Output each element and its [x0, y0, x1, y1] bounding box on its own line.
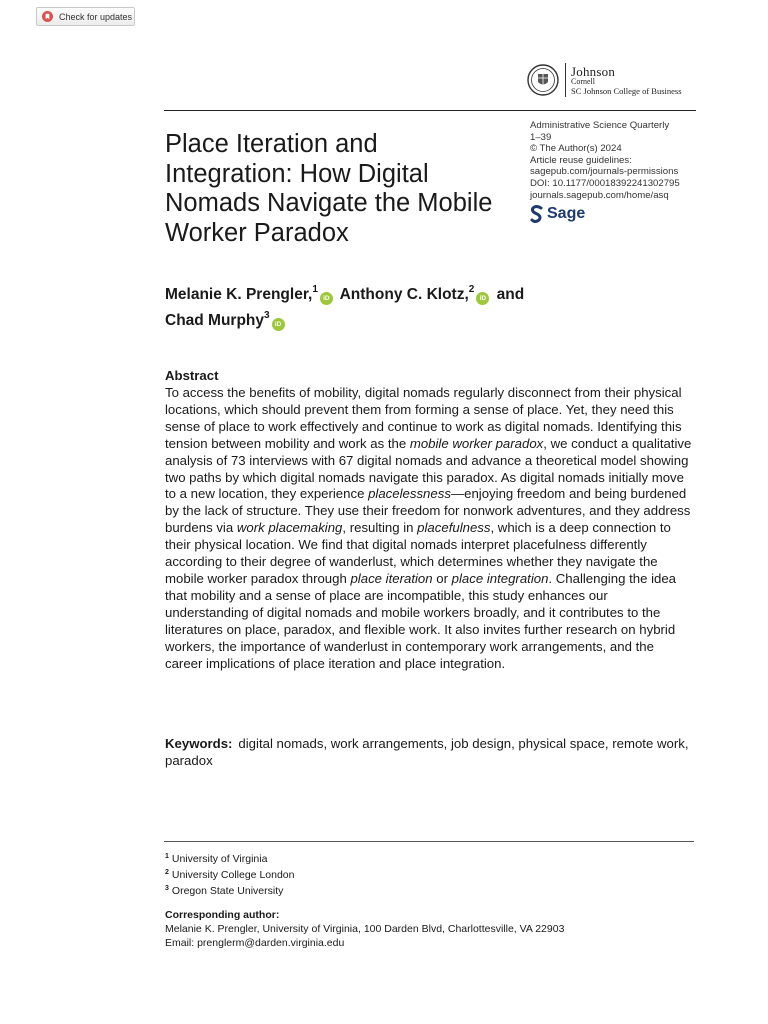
abstract-italic-term: work placemaking: [236, 520, 343, 536]
abstract-italic-term: placelessness: [368, 486, 451, 502]
affiliation-text: University College London: [171, 869, 295, 881]
copyright: © The Author(s) 2024: [530, 143, 622, 155]
orcid-icon[interactable]: iD: [320, 292, 333, 305]
affiliation-sup: 1: [165, 853, 169, 860]
affiliation-item: [165, 850, 294, 866]
author-affil-sup: 3: [264, 310, 270, 321]
abstract-italic-term: place iteration: [350, 570, 433, 586]
logo-cornell: Cornell: [571, 77, 595, 87]
sage-wordmark: Sage: [547, 205, 586, 222]
cornell-seal-icon: [527, 64, 559, 96]
logo-divider: [565, 63, 566, 97]
reuse-label: Article reuse guidelines:: [530, 154, 632, 166]
abstract-text: , which is a deep connection to their physical location. We find that digital nomads interpret placefulness differently according to their degree of wanderlust, which determines whether they navigate the mobile worker paradox through: [165, 520, 671, 586]
article-title: Place Iteration and Integration: How Digital Nomads Navigate the Mobile Worker Paradox: [165, 130, 493, 247]
affiliation-item: [165, 882, 294, 898]
affiliation-sup: 3: [165, 885, 169, 892]
abstract-text: —enjoying freedom and being burdened by the lack of structure. They use their freedom for nonwork adventures, and they address burdens via: [165, 486, 691, 536]
corresponding-heading: Corresponding author:: [165, 909, 280, 921]
abstract-text: To access the benefits of mobility, digital nomads regularly disconnect from their physical locations, which should prevent them from forming a sense of place. Yet, they need this sense of place to work effectively and continue to work as digital nomads. Identifying this tension between mobility and work as the: [165, 385, 682, 451]
orcid-icon[interactable]: iD: [272, 318, 285, 331]
corresponding-author: [165, 908, 705, 950]
affiliation-sup: 2: [165, 869, 169, 876]
abstract-italic-term: place integration: [451, 570, 549, 586]
doi[interactable]: DOI: 10.1177/00018392241302795: [530, 177, 680, 189]
check-for-updates-label: Check for updates: [59, 11, 133, 22]
journal-home-link[interactable]: journals.sagepub.com/home/asq: [530, 189, 669, 201]
journal-name: Administrative Science Quarterly: [530, 120, 670, 131]
keywords-text: digital nomads, work arrangements, job design, physical space, remote work, paradox: [165, 736, 689, 768]
affiliations: [165, 850, 294, 898]
footnote-rule: [164, 841, 694, 842]
page-range: 1–39: [530, 131, 552, 143]
orcid-icon[interactable]: iD: [476, 292, 489, 305]
logo-johnson: Johnson: [571, 63, 616, 79]
journal-logo: [527, 62, 682, 98]
abstract-body: [165, 385, 693, 672]
author-name: Anthony C. Klotz,: [339, 286, 469, 303]
author-joiner: and: [496, 286, 525, 303]
author-affil-sup: 1: [312, 284, 318, 295]
abstract-italic-term: placefulness: [417, 520, 491, 536]
author-name: Chad Murphy: [165, 312, 265, 329]
abstract-text: or: [432, 570, 452, 586]
bookmark-ribbon-icon: [42, 11, 53, 22]
abstract-text: , we conduct a qualitative analysis of 73 interviews with 67 digital nomads and advance a theoretical model showing two paths by which digital nomads navigate this paradox. As digital nomads initially move to a new location, they experience: [165, 435, 692, 502]
check-for-updates-button[interactable]: [36, 7, 135, 26]
sage-logo: [530, 205, 585, 223]
corresponding-email[interactable]: Email: prenglerm@darden.virginia.edu: [165, 937, 345, 949]
abstract-heading: Abstract: [165, 368, 219, 383]
abstract-italic-term: mobile worker paradox: [409, 435, 544, 451]
author-name: Melanie K. Prengler,: [165, 286, 313, 303]
abstract-text: . Challenging the idea that mobility and a sense of place are incompatible, this study enhances our understanding of digital nomads and mobile workers broadly, and it contributes to the literatures on place, paradox, and flexible work. It also invites further research on hybrid workers, the importance of wanderlust in contemporary work arrangements, and the career implications of place iteration and place integration.: [165, 570, 676, 671]
author-affil-sup: 2: [468, 284, 475, 295]
abstract-paragraph: [165, 385, 693, 672]
affiliation-text: Oregon State University: [171, 885, 284, 897]
logo-college: SC Johnson College of Business: [571, 85, 682, 96]
keywords-label: Keywords:: [165, 736, 233, 751]
header-rule: [164, 110, 696, 111]
permissions-link[interactable]: sagepub.com/journals-permissions: [530, 166, 679, 178]
keywords: [165, 735, 693, 769]
corresponding-address: Melanie K. Prengler, University of Virginia, 100 Darden Blvd, Charlottesville, VA 22903: [165, 923, 565, 935]
sage-icon: [530, 205, 544, 223]
author-list: [165, 279, 625, 331]
affiliation-item: [165, 866, 294, 882]
abstract-text: , resulting in: [342, 520, 418, 536]
affiliation-text: University of Virginia: [171, 853, 268, 865]
journal-meta: [530, 120, 710, 201]
